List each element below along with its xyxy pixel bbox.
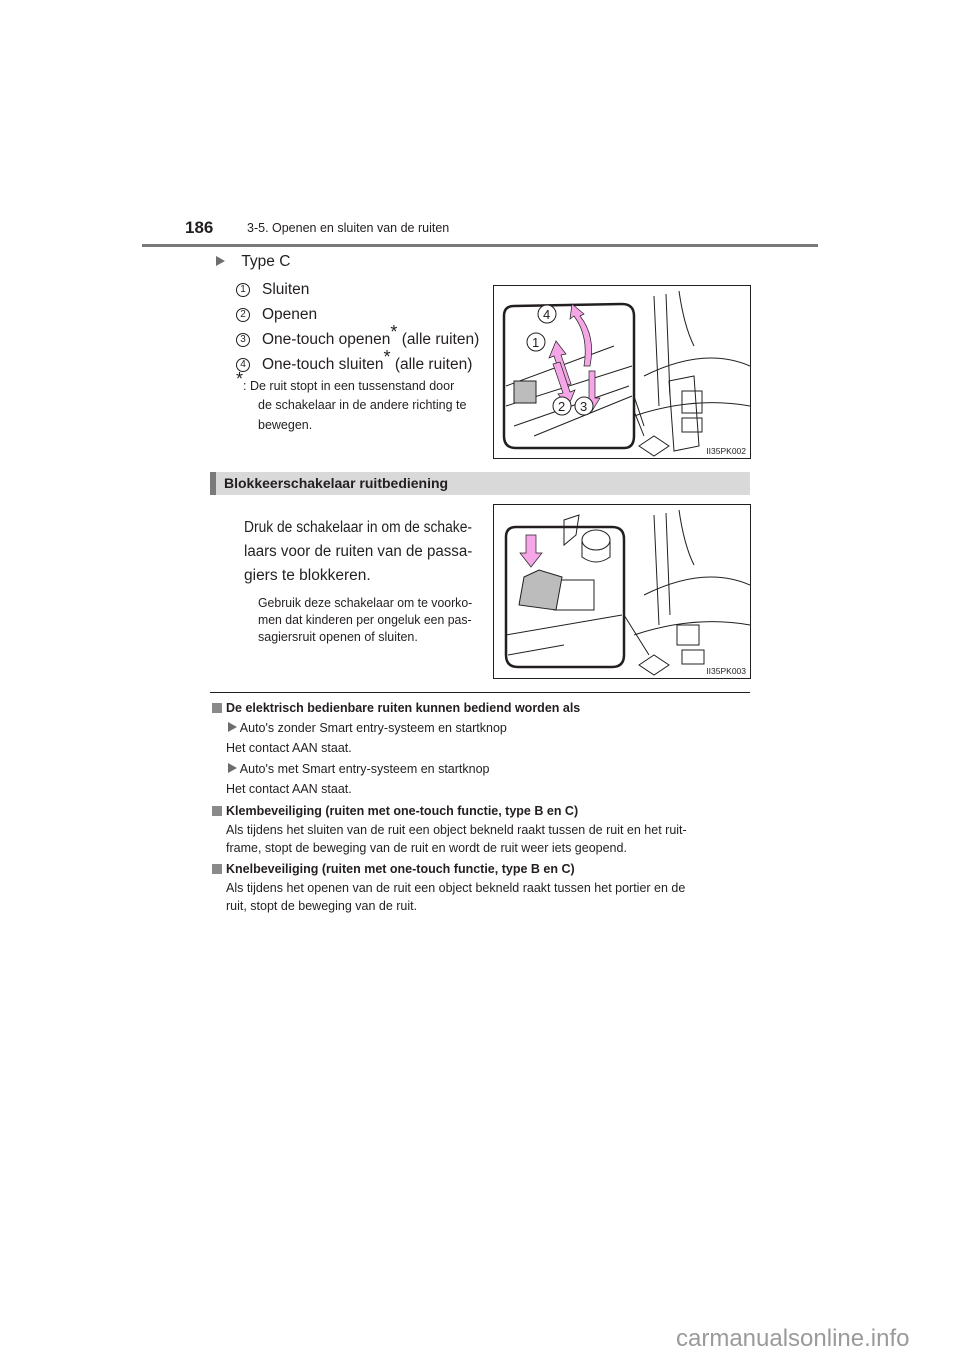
triangle-bullet-icon	[228, 722, 237, 732]
type-c-heading	[216, 253, 290, 271]
item-label: One-touch openen	[262, 331, 391, 348]
type-label: Type C	[241, 253, 291, 270]
circled-number: 1	[236, 283, 250, 297]
item-label: One-touch sluiten	[262, 356, 384, 373]
note-title	[212, 701, 580, 715]
note-line: Gebruik deze schakelaar om te voorko-	[258, 596, 473, 610]
figure-code: II35PK002	[706, 446, 746, 456]
sub-item-label: Auto's zonder Smart entry-systeem en startknop	[239, 721, 507, 735]
figure-code: II35PK003	[706, 666, 746, 676]
sub-item	[228, 721, 507, 735]
watermark[interactable]: carmanualsonline.info	[676, 1325, 910, 1352]
sub-item-text: Het contact AAN staat.	[226, 782, 352, 796]
figure-lock-switch	[493, 504, 751, 679]
list-item	[236, 306, 317, 324]
square-bullet-icon	[212, 806, 222, 816]
figure-window-switch	[493, 285, 751, 459]
circled-number: 3	[236, 333, 250, 347]
callout-1: 1	[532, 335, 540, 350]
section-header: 3-5. Openen en sluiten van de ruiten	[247, 221, 450, 235]
sub-item-text: Het contact AAN staat.	[226, 741, 352, 755]
note-title	[212, 804, 578, 818]
footnote-first-line	[236, 369, 455, 394]
note-line: men dat kinderen per ongeluk een pas-	[258, 613, 472, 627]
page-number: 186	[185, 218, 214, 237]
section-heading-bar	[210, 472, 750, 495]
callout-2: 2	[558, 399, 566, 414]
square-bullet-icon	[212, 703, 222, 713]
para-line: giers te blokkeren.	[244, 567, 371, 584]
note-title-text: Klembeveiliging (ruiten met one-touch functie, type B en C)	[226, 804, 579, 818]
note-line: ruit, stopt de beweging van de ruit.	[226, 899, 418, 913]
note-line: Als tijdens het openen van de ruit een object bekneld raakt tussen het portier en de	[226, 881, 686, 895]
asterisk: *	[390, 321, 398, 342]
list-item	[236, 346, 473, 374]
footnote-line: : De ruit stopt in een tussenstand door	[243, 379, 455, 394]
footnote-line: bewegen.	[258, 418, 313, 432]
list-item	[236, 321, 480, 349]
note-title	[212, 862, 575, 876]
sub-item	[228, 762, 490, 776]
section-title: Blokkeerschakelaar ruitbediening	[224, 475, 449, 491]
footnote-mark: *	[236, 369, 244, 389]
section-bar-accent	[210, 472, 216, 495]
item-suffix: (alle ruiten)	[397, 331, 480, 348]
note-line: Als tijdens het sluiten van de ruit een object bekneld raakt tussen de ruit en het ruit-	[226, 823, 687, 837]
lock-switch-illustration	[494, 505, 750, 678]
header-rule	[142, 244, 818, 247]
lock-button	[519, 570, 562, 610]
note-line: frame, stopt de beweging van de ruit en wordt de ruit weer iets geopend.	[226, 841, 627, 855]
item-label: Sluiten	[262, 281, 310, 298]
item-suffix: (alle ruiten)	[390, 356, 473, 373]
divider	[210, 692, 750, 693]
note-title-text: Knelbeveiliging (ruiten met one-touch functie, type B en C)	[226, 862, 575, 876]
note-line: sagiersruit openen of sluiten.	[258, 630, 418, 644]
circled-number: 4	[236, 358, 250, 372]
list-item	[236, 281, 309, 299]
para-line: Druk de schakelaar in om de schake-	[244, 519, 472, 536]
note-title-text: De elektrisch bedienbare ruiten kunnen bediend worden als	[226, 701, 581, 715]
triangle-bullet-icon	[228, 763, 237, 773]
switch-illustration	[494, 286, 750, 458]
callout-4: 4	[543, 307, 551, 322]
asterisk: *	[383, 346, 391, 367]
footnote-line: de schakelaar in de andere richting te	[258, 398, 467, 412]
callout-3: 3	[580, 399, 588, 414]
circled-number: 2	[236, 308, 250, 322]
triangle-bullet-icon	[216, 256, 225, 266]
square-bullet-icon	[212, 864, 222, 874]
para-line: laars voor de ruiten van de passa-	[244, 543, 473, 560]
item-label: Openen	[262, 306, 318, 323]
lock-switch	[514, 381, 536, 403]
sub-item-label: Auto's met Smart entry-systeem en startknop	[239, 762, 490, 776]
